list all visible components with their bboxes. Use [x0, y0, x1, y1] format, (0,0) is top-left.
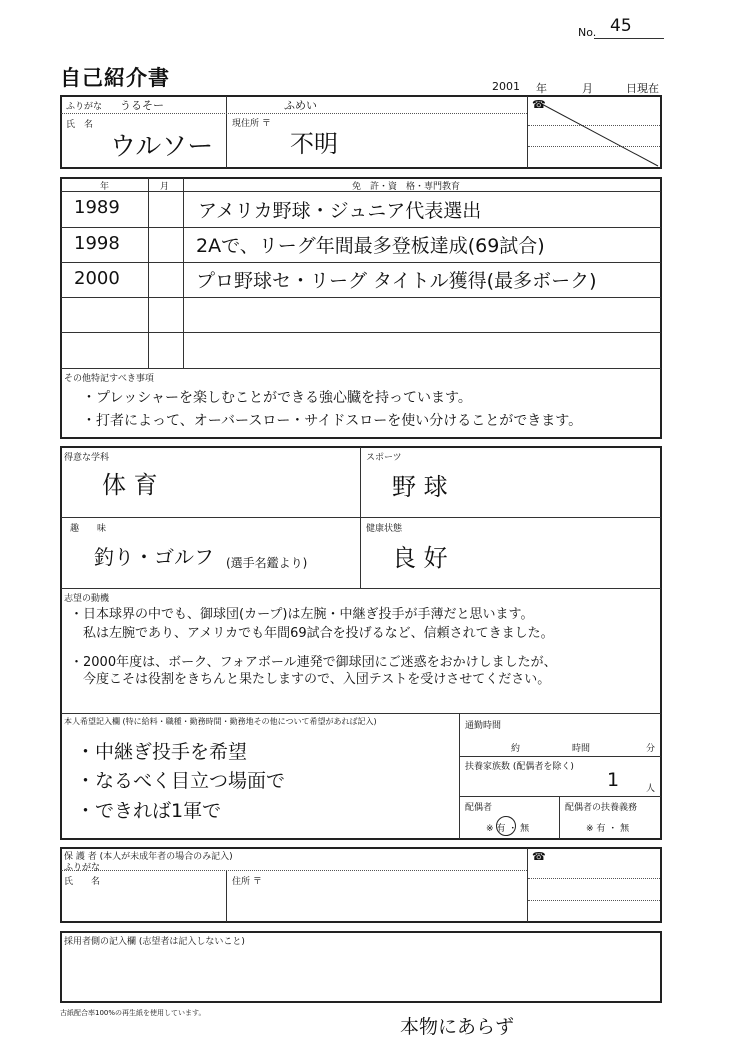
commute-about: 約	[511, 744, 521, 754]
date-year-unit: 年	[536, 82, 547, 95]
phone-icon: ☎	[532, 98, 546, 111]
furigana-label: ふりがな	[66, 102, 103, 112]
motivation-line: 私は左腕であり、アメリカでも年間69試合を投げるなど、信頼されてきました。	[70, 626, 554, 641]
address-value: 不明	[290, 130, 338, 158]
history-col-divider-1	[148, 178, 149, 368]
notes-line: ・打者によって、オーバースロー・サイドスローを使い分けることができます。	[82, 413, 583, 429]
date-month-unit: 月	[582, 82, 593, 95]
paper-note: 古紙配合率100%の再生紙を使用しています。	[60, 1009, 206, 1017]
hobby-value: 釣り・ゴルフ	[94, 545, 214, 569]
history-row-text: アメリカ野球・ジュニア代表選出	[198, 200, 482, 222]
history-col-content: 免 許・資 格・専門教育	[352, 182, 461, 192]
history-row-year: 1998	[74, 233, 120, 254]
history-col-year: 年	[100, 182, 110, 192]
spouse-duty-label: 配偶者の扶養義務	[565, 803, 638, 813]
hobby-note: (選手名鑑より)	[226, 556, 308, 570]
health-label: 健康状態	[366, 524, 403, 534]
motivation-top-line	[61, 588, 661, 589]
notes-line: ・プレッシャーを楽しむことができる強心臓を持っています。	[82, 390, 472, 406]
doc-number-label: No.	[578, 26, 597, 39]
guardian-name-divider	[226, 870, 227, 922]
wishes-line: ・できれば1軍で	[76, 800, 222, 822]
motivation-line: 今度こそは役割をきちんと果たしますので、入団テストを受けさせてください。	[70, 672, 551, 687]
guardian-phone-line-1	[528, 878, 660, 879]
page-title: 自己紹介書	[60, 66, 170, 90]
name-value: ウルソー	[110, 132, 214, 162]
wishes-label: 本人希望記入欄 (特に給料・職種・勤務時間・勤務地その他について希望があれば記入)	[64, 717, 377, 726]
address-label: 現住所 〒	[232, 119, 271, 129]
name-label: 氏 名	[66, 120, 94, 130]
wishes-line: ・なるべく目立つ場面で	[76, 770, 286, 792]
health-value: 良 好	[392, 544, 448, 572]
guardian-name-label: 氏 名	[64, 877, 101, 887]
history-col-month: 月	[160, 182, 170, 192]
motivation-label: 志望の動機	[64, 594, 110, 604]
sports-value: 野 球	[392, 473, 448, 501]
dependents-label: 扶養家族数 (配偶者を除く)	[465, 762, 574, 772]
disclaimer-text: 本物にあらず	[400, 1016, 515, 1038]
history-row-line	[61, 297, 661, 298]
spouse-duty-options: ※ 有 ・ 無	[586, 824, 630, 834]
history-row-line	[61, 262, 661, 263]
commute-hours: 時間	[572, 744, 591, 754]
guardian-label: 保 護 者 (本人が未成年者の場合のみ記入)	[64, 852, 233, 862]
name-address-divider	[226, 96, 227, 168]
guardian-furigana-line	[61, 870, 527, 871]
spouse-circle-mark	[496, 816, 516, 836]
commute-minutes: 分	[646, 744, 656, 754]
wishes-top-line	[61, 713, 661, 714]
history-row-year: 1989	[74, 197, 120, 218]
wishes-side-divider	[459, 714, 460, 839]
commute-bottom-line	[460, 756, 661, 757]
motivation-line: ・2000年度は、ボーク、フォアボール連発で御球団にご迷惑をおかけしましたが、	[70, 655, 557, 670]
subject-label: 得意な学科	[64, 453, 110, 463]
spouse-options: ※ 有 ・ 無	[486, 824, 530, 834]
spouse-divider	[559, 797, 560, 839]
dependents-value: 1	[607, 769, 620, 791]
history-row-text: プロ野球セ・リーグ タイトル獲得(最多ボーク)	[196, 270, 597, 292]
history-row-line	[61, 332, 661, 333]
guardian-furigana-label: ふりがな	[64, 863, 101, 873]
history-row-line	[61, 368, 661, 369]
skills-mid-line	[61, 517, 661, 518]
guardian-phone-line-2	[528, 900, 660, 901]
subject-value: 体 育	[102, 471, 158, 499]
guardian-phone-icon: ☎	[532, 850, 546, 863]
history-col-divider-2	[183, 178, 184, 368]
employer-label: 採用者側の記入欄 (志望者は記入しないこと)	[64, 937, 245, 947]
date-year: 2001	[492, 80, 520, 93]
dependents-unit: 人	[646, 784, 656, 794]
furigana-address: ふめい	[284, 99, 317, 112]
furigana-name: うるそー	[120, 99, 164, 112]
date-suffix: 日現在	[626, 82, 659, 95]
history-row-text: 2Aで、リーグ年間最多登板達成(69試合)	[196, 235, 545, 257]
history-row-line	[61, 227, 661, 228]
history-row-year: 2000	[74, 268, 120, 289]
spouse-label: 配偶者	[465, 803, 493, 813]
furigana-divider	[61, 113, 527, 114]
guardian-phone-divider	[527, 848, 528, 922]
sports-label: スポーツ	[366, 453, 402, 463]
wishes-line: ・中継ぎ投手を希望	[76, 741, 248, 763]
skills-center-divider	[360, 447, 361, 589]
guardian-address-label: 住所 〒	[232, 877, 262, 887]
motivation-line: ・日本球界の中でも、御球団(カープ)は左腕・中継ぎ投手が手薄だと思います。	[70, 607, 534, 622]
dependents-bottom-line	[460, 796, 661, 797]
doc-number-value: 45	[610, 16, 632, 36]
commute-label: 通勤時間	[465, 721, 502, 731]
notes-label: その他特記すべき事項	[64, 374, 154, 384]
phone-slash	[528, 96, 660, 168]
doc-number-underline	[594, 38, 664, 39]
hobby-label: 趣 味	[70, 524, 107, 534]
